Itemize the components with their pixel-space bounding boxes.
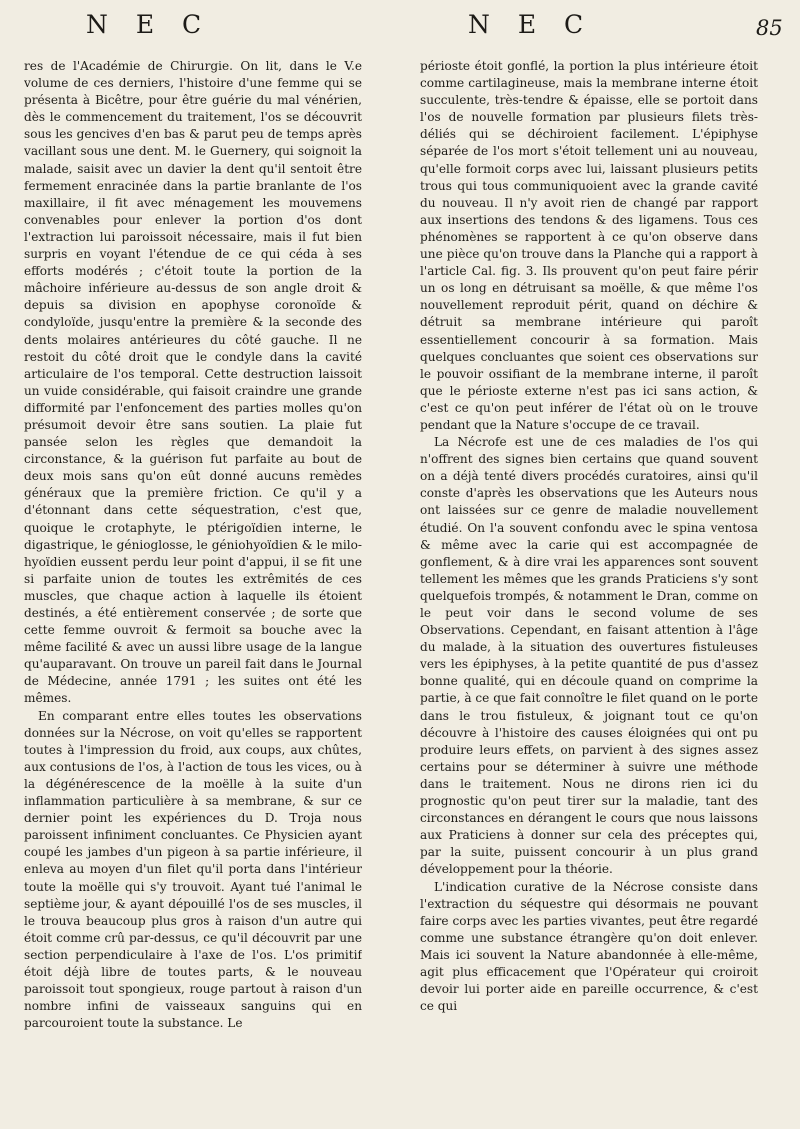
page-number: 85: [756, 16, 783, 40]
right-paragraph-1: périoste étoit gonflé, la portion la plus intérieure étoit comme cartilagineuse, mais la membrane interne étoit succulente, très-tendre & épaisse, elle se portoit dans l'os de nouvelle formation par plusieurs filets très-déliés qui se déchiroient facilement. L'épiphyse séparée de l'os mort s'étoit tellement uni au nouveau, qu'elle formoit corps avec lui, laissant plusieurs petits trous qui tous communiquoient avec la grande cavité du nouveau. Il n'y avoit rien de changé par rapport aux insertions des tendons & des ligamens. Tous ces phénomènes se rapportent à ce qu'on observe dans une pièce qu'on trouve dans la Planche qui a rapport à l'article Cal. fig. 3. Ils prouvent qu'on peut faire périr un os long en détruisant sa moëlle, & que même l'os nouvellement reproduit périt, quand on déchire & détruit sa membrane intérieure qui paroît essentiellement concourir à sa formation. Mais quelques concluantes que soient ces observations sur le pouvoir ossifiant de la membrane interne, il paroît que le périoste externe n'est pas ici sans action, & c'est ce qu'on peut inférer de l'état où on le trouve pendant que la Nature s'occupe de ce travail.: [420, 59, 758, 432]
right-paragraph-2: La Nécrofe est une de ces maladies de l'os qui n'offrent des signes bien certains que quand souvent on a déjà tenté divers procédés curatoires, ainsi qu'il conste d'après les observations que les Auteurs nous ont laissées sur ce genre de maladie nouvellement étudié. On l'a souvent confondu avec le spina ventosa & même avec la carie qui est accompagnée de gonflement, & à dire vrai les apparences sont souvent tellement les mêmes que les grands Praticiens s'y sont quelquefois trompés, & notamment le Dran, comme on le peut voir dans le second volume de ses Observations. Cependant, en faisant attention à l'âge du malade, à la situation des ouvertures fistuleuses vers les épiphyses, à la petite quantité de pus d'assez bonne qualité, qui en découle quand on comprime la partie, à ce que fait connoître le filet quand on le porte dans le trou fistuleux, & joignant tout ce qu'on découvre à l'histoire des causes éloignées qui ont pu produire leurs effets, on parvient à des signes assez certains pour se déterminer à suivre une méthode dans le traitement. Nous ne dirons rien ici du prognostic qu'on peut tirer sur la maladie, tant des circonstances en dérangent le cours que nous laissons aux Praticiens à donner sur cela des préceptes qui, par la suite, puissent concourir à un plus grand développement pour la théorie.: [420, 435, 758, 877]
left-column: [24, 58, 362, 1113]
left-paragraph-2: En comparant entre elles toutes les observations données sur la Nécrose, on voit qu'elles se rapportent toutes à l'impression du froid, aux coups, aux chûtes, aux contusions de l'os, à l'action de tous les vices, ou à la dégénérescence de la moëlle à la suite d'un inflammation particulière à sa membrane, & sur ce dernier point les expériences du D. Troja nous paroissent infiniment concluantes. Ce Physicien ayant coupé les jambes d'un pigeon à sa partie inférieure, il enleva au moyen d'un filet qu'il porta dans l'intérieur toute la moëlle qui s'y trouvoit. Ayant tué l'animal le septième jour, & ayant dépouillé l'os de ses muscles, il le trouva beaucoup plus gros à raison d'un autre qui étoit comme crû par-dessus, ce qu'il découvrit par une section perpendiculaire à l'axe de l'os. L'os primitif étoit déjà libre de toutes parts, & le nouveau paroissoit tout spongieux, rouge partout à raison d'un nombre infini de vaisseaux sanguins qui en parcouroient toute la substance. Le: [24, 708, 362, 1031]
running-header: [0, 10, 800, 50]
header-left-title: N E C: [86, 10, 212, 39]
header-right-title: N E C: [468, 10, 594, 39]
right-paragraph-3: L'indication curative de la Nécrose consiste dans l'extraction du séquestre qui désormais ne pouvant faire corps avec les parties vivantes, peut être regardé comme une substance étrangère qu'on doit enlever. Mais ici souvent la Nature abandonnée à elle-même, agit plus efficacement que l'Opérateur qui croiroit devoir lui porter aide en pareille occurrence, & c'est ce qui: [420, 879, 758, 1014]
right-column: [420, 58, 758, 1113]
left-paragraph-1: res de l'Académie de Chirurgie. On lit, dans le V.e volume de ces derniers, l'histoire d'une femme qui se présenta à Bicêtre, pour être guérie du mal vénérien, dès le commencement du traitement, l'os se découvrit sous les gencives d'en bas & parut peu de temps après vacillant sous une dent. M. le Guernery, qui soignoit la malade, saisit avec un davier la dent qu'il sentoit être fermement enracinée dans la partie branlante de l'os maxillaire, il fit avec ménagement les mouvemens convenables pour enlever la portion d'os dont l'extraction lui paroissoit nécessaire, mais il fut bien surpris en voyant l'étendue de ce qui céda à ses efforts modérés ; c'étoit toute la portion de la mâchoire inférieure au-dessus de son angle droit & depuis sa division en apophyse coronoïde & condyloïde, jusqu'entre la première & la seconde des dents molaires antérieures du côté gauche. Il ne restoit du côté droit que le condyle dans la cavité articulaire de l'os temporal. Cette destruction laissoit un vuide considérable, qui faisoit craindre une grande difformité par l'enfoncement des parties molles qu'on présumoit devoir être sans soutien. La plaie fut pansée selon les règles que demandoit la circonstance, & la guérison fut parfaite au bout de deux mois sans qu'on eût donné aucuns remèdes généraux que la première friction. Ce qu'il y a d'étonnant dans cette séquestration, c'est que, quoique le crotaphyte, le ptérigoïdien interne, le digastrique, le génioglosse, le géniohyoïdien & le milo-hyoïdien eussent perdu leur point d'appui, il se fit une si parfaite union de toutes les extrêmités de ces muscles, que chaque action à laquelle ils étoient destinés, a été entièrement conservée ; de sorte que cette femme ouvroit & fermoit sa bouche avec la même facilité & avec un aussi libre usage de la langue qu'auparavant. On trouve un pareil fait dans le Journal de Médecine, année 1791 ; les suites ont été les mêmes.: [24, 59, 362, 706]
